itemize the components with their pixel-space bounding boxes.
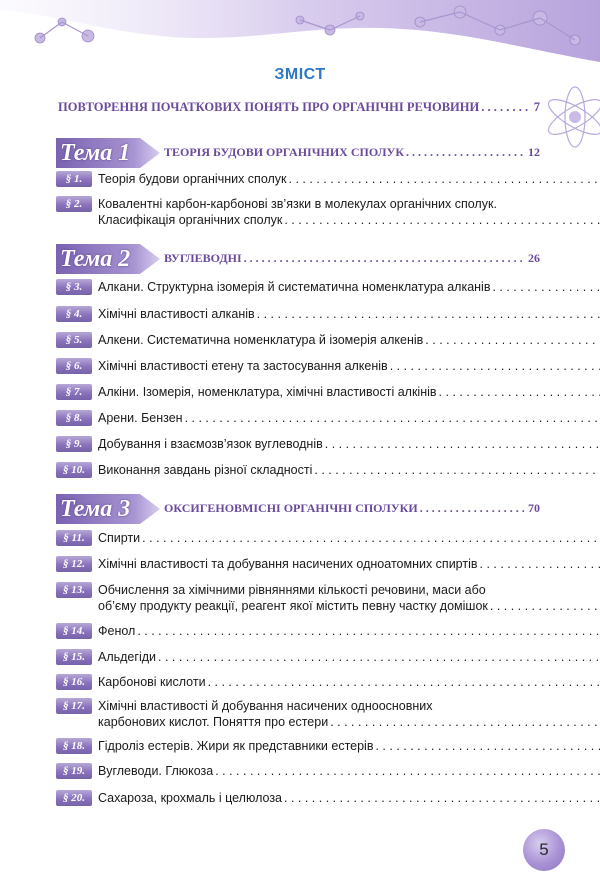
leader-dots	[390, 358, 600, 374]
leader-dots	[137, 623, 600, 639]
entry-title: Карбонові кислоти	[98, 675, 206, 689]
topic-page: 12	[528, 145, 540, 159]
section-badge: § 18.	[56, 738, 92, 754]
leader-dots	[284, 212, 600, 228]
section-badge: § 1.	[56, 171, 92, 187]
entry-title: Алкани. Структурна ізомерія й систематична номенклатура алканів	[98, 280, 491, 294]
entry-title: Обчислення за хімічними рівняннями кількості речовини, маси або	[98, 583, 486, 597]
toc-entry[interactable]	[56, 763, 540, 779]
leader-dots	[439, 384, 600, 400]
entry-title: Сахароза, крохмаль і целюлоза	[98, 791, 283, 805]
toc-entry[interactable]	[56, 623, 540, 639]
leader-dots	[289, 171, 600, 187]
leader-dots	[257, 306, 600, 322]
page-number: 5	[523, 829, 565, 871]
intro-page: 7	[533, 100, 540, 114]
toc-entry[interactable]	[56, 358, 540, 374]
section-badge: § 16.	[56, 674, 92, 690]
section-badge: § 4.	[56, 306, 92, 322]
entry-title: Класифікація органічних сполук	[98, 213, 283, 227]
leader-dots	[330, 714, 600, 730]
section-badge: § 3.	[56, 279, 92, 295]
toc-entry[interactable]	[56, 384, 540, 400]
toc-entry[interactable]	[56, 306, 540, 322]
topic-label: Тема 1	[60, 140, 131, 166]
entry-title: Ковалентні карбон-карбонові зв’язки в молекулах органічних сполук.	[98, 197, 497, 211]
toc-entry[interactable]	[56, 196, 540, 228]
section-badge: § 5.	[56, 332, 92, 348]
entry-title: Алкіни. Ізомерія, номенклатура, хімічні властивості алкінів	[98, 385, 437, 399]
leader-dots	[244, 251, 526, 266]
section-badge: § 8.	[56, 410, 92, 426]
leader-dots	[325, 436, 600, 452]
entry-title: карбонових кислот. Поняття про естери	[98, 715, 329, 729]
topic-page: 70	[528, 501, 540, 515]
leader-dots	[142, 530, 600, 546]
entry-title: Теорія будови органічних сполук	[98, 172, 287, 186]
topic-3-header[interactable]	[56, 494, 540, 524]
section-badge: § 15.	[56, 649, 92, 665]
toc-entry[interactable]	[56, 530, 540, 546]
section-badge: § 11.	[56, 530, 92, 546]
section-badge: § 2.	[56, 196, 92, 212]
leader-dots	[425, 332, 600, 348]
entry-title: Хімічні властивості та добування насичених одноатомних спиртів	[98, 557, 478, 571]
section-badge: § 10.	[56, 462, 92, 478]
topic-page: 26	[528, 251, 540, 265]
entry-title: Вуглеводи. Глюкоза	[98, 764, 214, 778]
toc-entry[interactable]	[56, 332, 540, 348]
leader-dots	[284, 790, 600, 806]
topic-label: Тема 2	[60, 246, 131, 272]
section-badge: § 14.	[56, 623, 92, 639]
topic-2-header[interactable]	[56, 244, 540, 274]
section-badge: § 12.	[56, 556, 92, 572]
intro-label: ПОВТОРЕННЯ ПОЧАТКОВИХ ПОНЯТЬ ПРО ОРГАНІЧНІ РЕЧОВИНИ	[58, 100, 480, 114]
toc-entry[interactable]	[56, 279, 540, 295]
leader-dots	[314, 462, 600, 478]
toc-entry[interactable]	[56, 649, 540, 665]
section-badge: § 17.	[56, 698, 92, 714]
toc-entry[interactable]	[56, 436, 540, 452]
leader-dots	[158, 649, 600, 665]
entry-title: Алкени. Систематична номенклатура й ізомерія алкенів	[98, 333, 424, 347]
section-badge: § 19.	[56, 763, 92, 779]
entry-title: об’єму продукту реакції, реагент якої містить певну частку домішок	[98, 599, 488, 613]
entry-title: Хімічні властивості й добування насичених одноосновних	[98, 699, 433, 713]
entry-title: Фенол	[98, 624, 136, 638]
entry-title: Хімічні властивості алканів	[98, 307, 255, 321]
entry-title: Добування і взаємозв’язок вуглеводнів	[98, 437, 323, 451]
toc-entry[interactable]	[56, 790, 540, 806]
leader-dots	[492, 279, 600, 295]
toc-entry[interactable]	[56, 674, 540, 690]
leader-dots	[490, 598, 600, 614]
toc-entry[interactable]	[56, 556, 540, 572]
leader-dots	[185, 410, 600, 426]
leader-dots	[208, 674, 600, 690]
section-badge: § 13.	[56, 582, 92, 598]
leader-dots	[480, 556, 600, 572]
entry-title: Гідроліз естерів. Жири як представники естерів	[98, 739, 374, 753]
toc-entry[interactable]	[56, 171, 540, 187]
topic-title: ОКСИГЕНОВМІСНІ ОРГАНІЧНІ СПОЛУКИ	[164, 501, 418, 515]
leader-dots	[215, 763, 600, 779]
section-badge: § 6.	[56, 358, 92, 374]
section-badge: § 7.	[56, 384, 92, 400]
section-badge: § 20.	[56, 790, 92, 806]
leader-dots	[420, 501, 526, 516]
topic-title: ТЕОРІЯ БУДОВИ ОРГАНІЧНИХ СПОЛУК	[164, 145, 405, 159]
molecule-decoration	[0, 0, 600, 70]
leader-dots	[406, 145, 526, 160]
entry-title: Хімічні властивості етену та застосування алкенів	[98, 359, 388, 373]
entry-title: Арени. Бензен	[98, 411, 183, 425]
entry-title: Виконання завдань різної складності	[98, 463, 313, 477]
entry-title: Альдегіди	[98, 650, 157, 664]
entry-title: Спирти	[98, 531, 141, 545]
page-title: ЗМІСТ	[274, 66, 326, 83]
toc-entry[interactable]	[56, 738, 540, 754]
intro-entry[interactable]	[58, 100, 540, 115]
toc-entry[interactable]	[56, 582, 540, 614]
topic-1-header[interactable]	[56, 138, 540, 168]
topic-title: ВУГЛЕВОДНІ	[164, 251, 242, 265]
leader-dots	[375, 738, 600, 754]
toc-entry[interactable]	[56, 410, 540, 426]
section-badge: § 9.	[56, 436, 92, 452]
toc-entry[interactable]	[56, 462, 540, 478]
toc-entry[interactable]	[56, 698, 540, 730]
topic-label: Тема 3	[60, 496, 131, 522]
leader-dots	[481, 100, 532, 115]
